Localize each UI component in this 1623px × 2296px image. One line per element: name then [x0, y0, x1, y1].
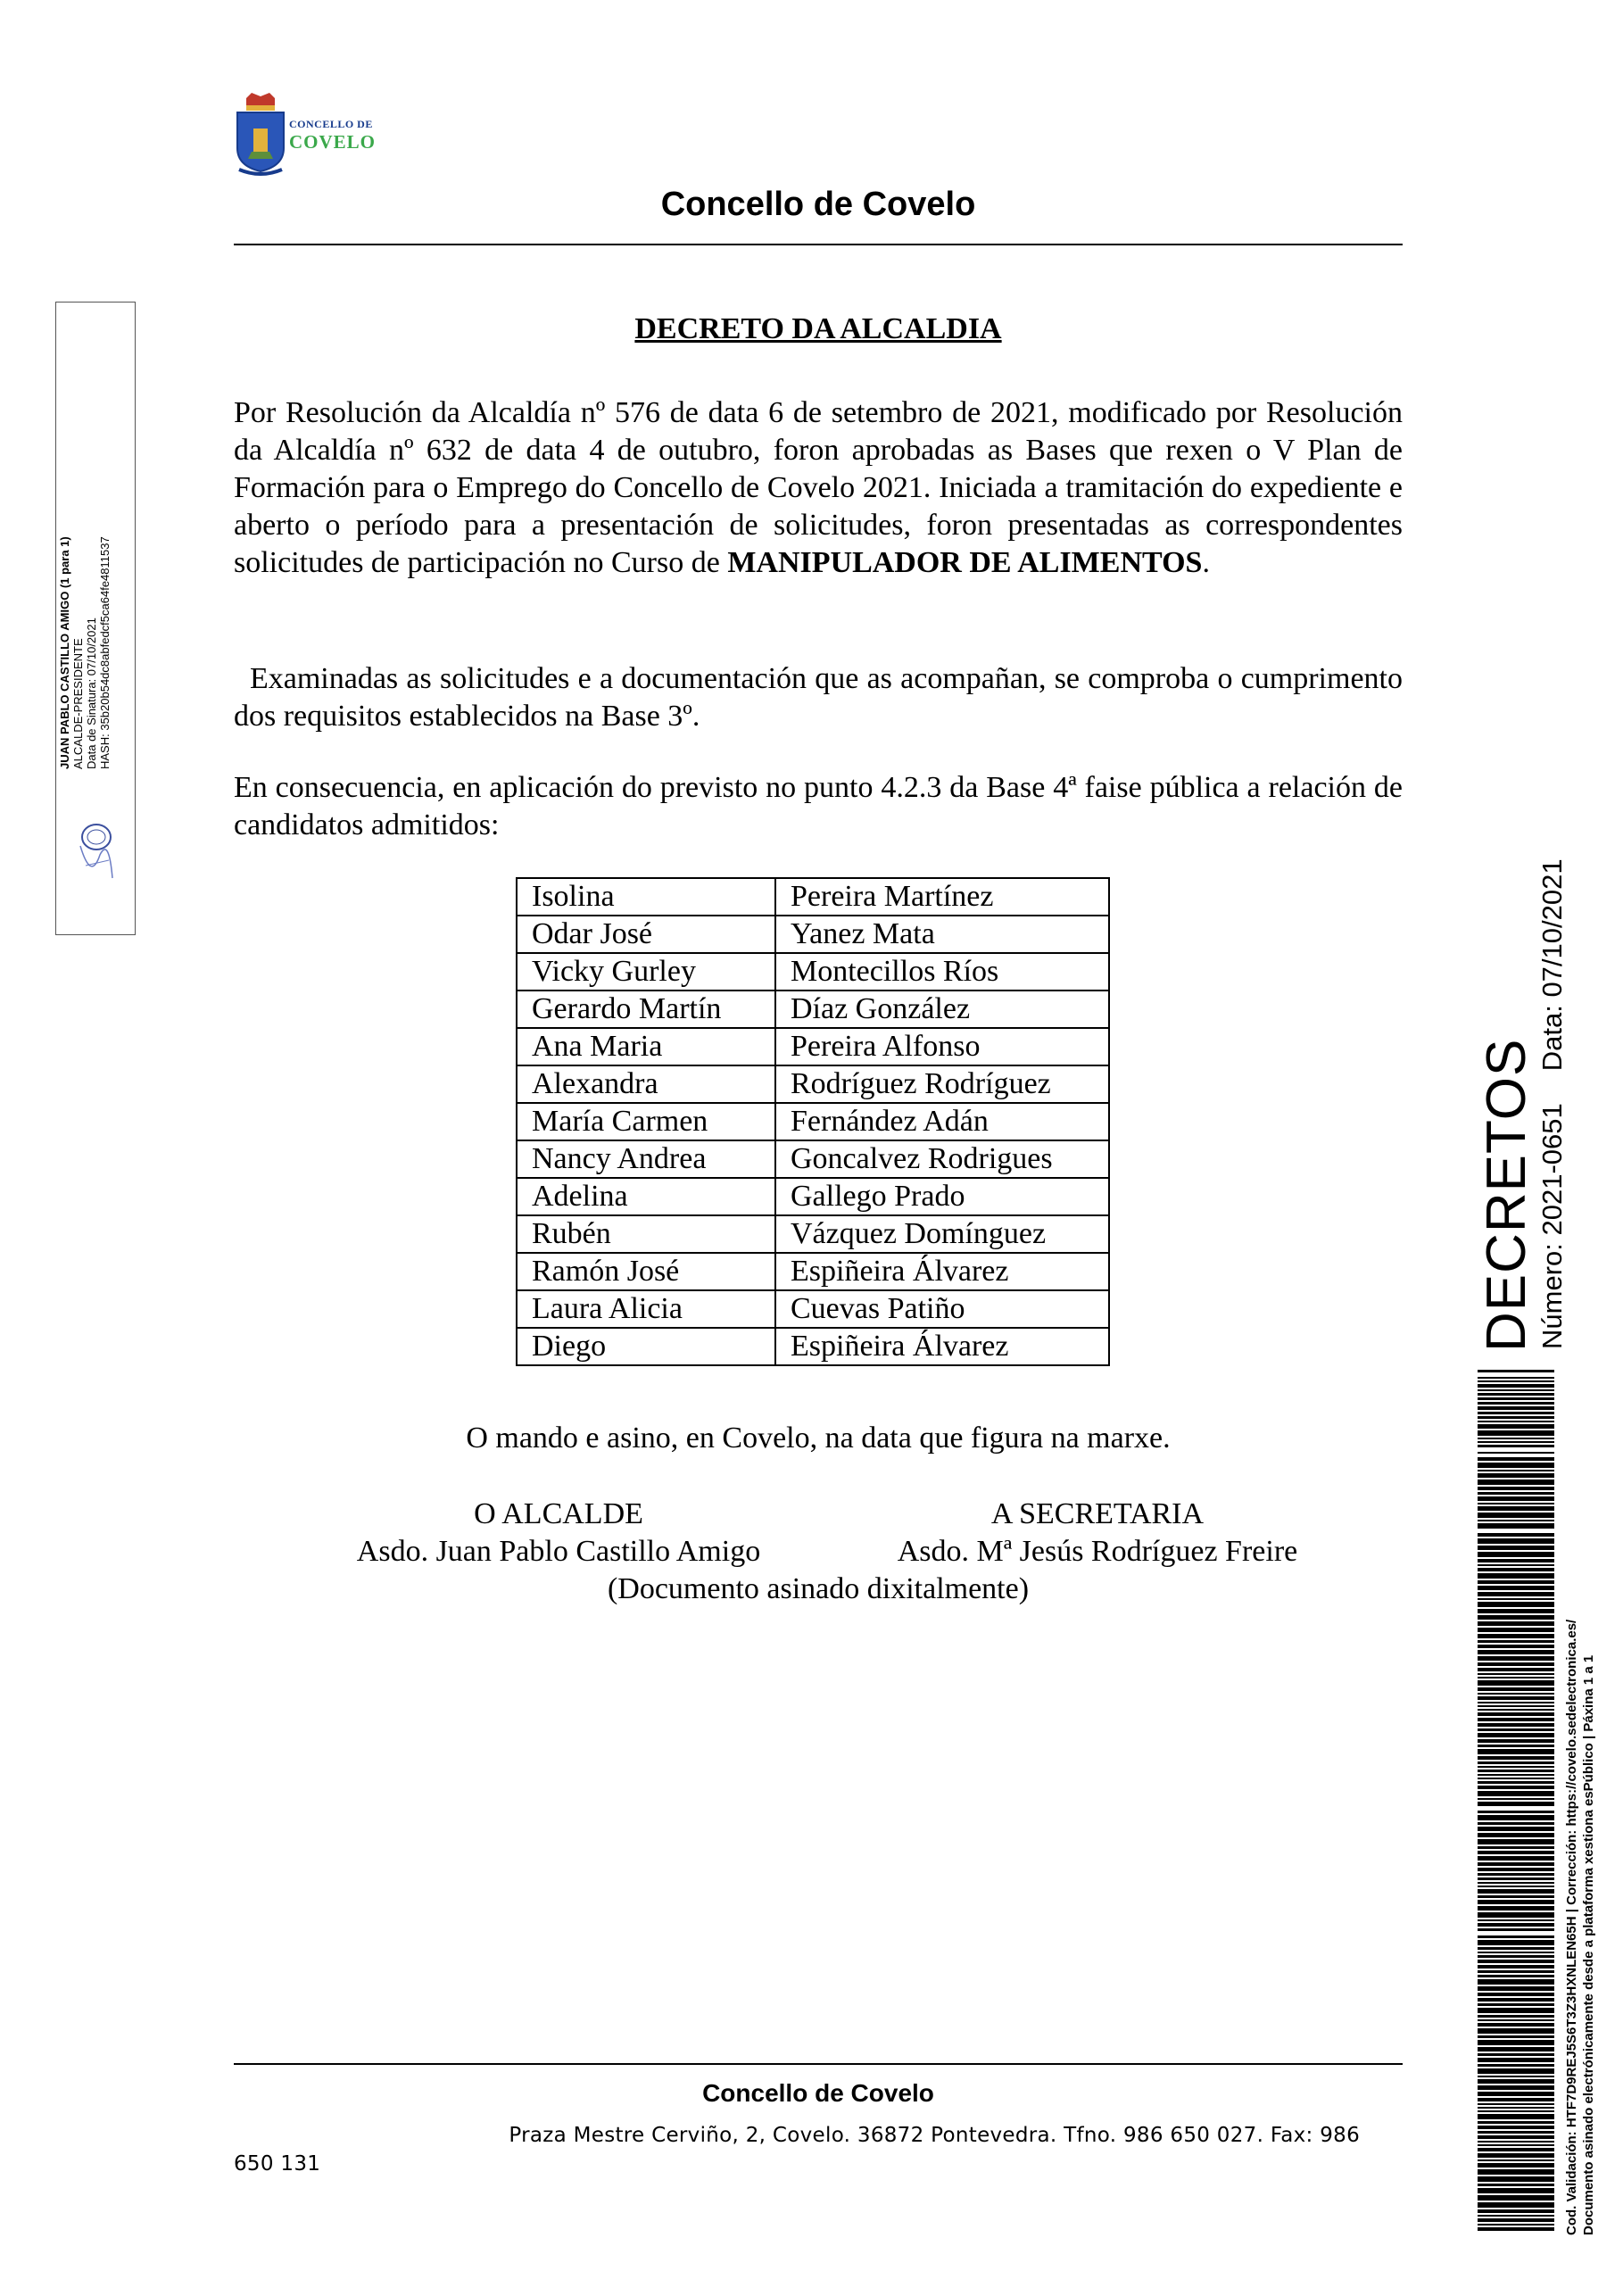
barcode-bar — [1478, 1993, 1554, 1996]
barcode-bar — [1478, 1718, 1554, 1721]
candidate-first-name: Diego — [517, 1328, 775, 1365]
barcode-bar — [1478, 1573, 1554, 1579]
candidate-row — [517, 1178, 1109, 1215]
concello-logo — [234, 93, 385, 182]
barcode-bar — [1478, 1815, 1554, 1820]
barcode-bar — [1478, 1952, 1554, 1953]
candidate-surname: Rodríguez Rodríguez — [775, 1065, 1109, 1103]
barcode-bar — [1478, 2098, 1554, 2101]
barcode-bar — [1478, 2176, 1554, 2182]
barcode-bar — [1478, 1487, 1554, 1490]
barcode-bar — [1478, 1680, 1554, 1686]
candidate-first-name: Odar José — [517, 916, 775, 953]
barcode-bar — [1478, 1441, 1554, 1443]
barcode-bar — [1478, 1693, 1554, 1695]
barcode-bar — [1478, 2169, 1554, 2175]
candidate-surname: Vázquez Domínguez — [775, 1215, 1109, 1253]
barcode-bar — [1478, 2047, 1554, 2051]
barcode-bar — [1478, 1580, 1554, 1584]
validation-text — [1563, 1620, 1597, 2235]
barcode-bar — [1478, 2058, 1554, 2062]
barcode-bar — [1478, 1602, 1554, 1607]
barcode-bar — [1478, 1496, 1554, 1501]
barcode-bar — [1478, 1538, 1554, 1544]
barcode-bar — [1478, 1745, 1554, 1747]
paragraph-1-end: . — [1202, 546, 1210, 579]
signature-info — [58, 475, 112, 769]
paragraph-2: Examinadas as solicitudes e a documentación que as acompañan, se comproba o cumprimento dos requisitos establecidos na Base 3º. — [234, 662, 1403, 733]
candidate-first-name: Nancy Andrea — [517, 1140, 775, 1178]
barcode-bar — [1478, 2019, 1554, 2021]
candidate-row — [517, 1065, 1109, 1103]
barcode-bar — [1478, 2148, 1554, 2151]
barcode-bar — [1478, 1998, 1554, 2002]
candidate-row — [517, 878, 1109, 916]
barcode-bar — [1478, 2218, 1554, 2222]
seal-icon — [73, 819, 120, 882]
barcode-bar — [1478, 1761, 1554, 1764]
header-divider — [234, 244, 1403, 245]
barcode-bar — [1478, 1940, 1554, 1945]
candidate-row — [517, 991, 1109, 1028]
barcode-bar — [1478, 1856, 1554, 1861]
barcode-bar — [1478, 1650, 1554, 1654]
barcode-bar — [1478, 2064, 1554, 2067]
candidate-surname: Pereira Martínez — [775, 878, 1109, 916]
barcode-bar — [1478, 2153, 1554, 2158]
candidate-first-name: Gerardo Martín — [517, 991, 775, 1028]
barcode-bar — [1478, 1923, 1554, 1927]
barcode-bar — [1478, 2224, 1554, 2226]
barcode-bar — [1478, 1798, 1554, 1800]
logo-line1: CONCELLO DE — [289, 118, 373, 130]
barcode-bar — [1478, 1822, 1554, 1825]
candidate-row — [517, 1253, 1109, 1290]
validation-line2: Documento asinado electrónicamente desde a plataforma xestiona esPúblico | Páxina 1 a 1 — [1581, 1654, 1596, 2235]
barcode-bar — [1478, 1506, 1554, 1511]
barcode-bar — [1478, 1811, 1554, 1813]
barcode-bar — [1478, 1445, 1554, 1447]
paragraph-3: En consecuencia, en aplicación do previsto no punto 4.2.3 da Base 4ª faise pública a relación de candidatos admitidos: — [234, 771, 1403, 841]
barcode-bar — [1478, 2159, 1554, 2161]
barcode-bar — [1478, 1438, 1554, 1439]
barcode-bar — [1478, 1786, 1554, 1789]
closing-text: O mando e asino, en Covelo, na data que figura na marxe. — [466, 1422, 1171, 1455]
coat-of-arms-icon — [234, 93, 287, 178]
barcode-bar — [1478, 1609, 1554, 1613]
barcode-bar — [1478, 1928, 1554, 1931]
candidate-surname: Gallego Prado — [775, 1178, 1109, 1215]
barcode-bar — [1478, 1424, 1554, 1429]
barcode-bar — [1478, 2103, 1554, 2105]
barcode-bar — [1478, 1645, 1554, 1648]
barcode-bar — [1478, 1912, 1554, 1918]
barcode-bar — [1478, 1662, 1554, 1666]
barcode-bar — [1478, 2126, 1554, 2129]
barcode-bar — [1478, 1377, 1554, 1379]
candidate-surname: Pereira Alfonso — [775, 1028, 1109, 1065]
barcode-bar — [1478, 1749, 1554, 1754]
barcode-bar — [1478, 1728, 1554, 1731]
barcode-icon — [1478, 1370, 1554, 2231]
barcode-bar — [1478, 1877, 1554, 1880]
barcode-bar — [1478, 1412, 1554, 1414]
barcode-bar — [1478, 2184, 1554, 2186]
barcode-bar — [1478, 1723, 1554, 1727]
candidate-first-name: Ramón José — [517, 1253, 775, 1290]
barcode-bar — [1478, 2092, 1554, 2096]
barcode-bar — [1478, 1615, 1554, 1620]
barcode-bar — [1478, 1960, 1554, 1963]
barcode-bar — [1478, 1430, 1554, 1436]
barcode-bar — [1478, 1598, 1554, 1600]
barcode-bar — [1478, 1895, 1554, 1898]
barcode-bar — [1478, 1733, 1554, 1737]
barcode-bar — [1478, 1628, 1554, 1632]
barcode-bar — [1478, 1702, 1554, 1703]
course-name: MANIPULADOR DE ALIMENTOS — [727, 546, 1203, 579]
barcode-bar — [1478, 1621, 1554, 1626]
barcode-bar — [1478, 1739, 1554, 1743]
barcode-bar — [1478, 2053, 1554, 2056]
mayor-title: O ALCALDE — [474, 1497, 643, 1530]
barcode-bar — [1478, 1564, 1554, 1566]
barcode-bar — [1478, 1886, 1554, 1887]
barcode-bar — [1478, 2008, 1554, 2013]
barcode-bar — [1478, 1513, 1554, 1518]
candidate-row — [517, 1028, 1109, 1065]
barcode-bar — [1478, 1712, 1554, 1716]
barcode-bar — [1478, 2079, 1554, 2084]
barcode-bar — [1478, 2135, 1554, 2139]
barcode-bar — [1478, 1370, 1554, 1372]
barcode-bar — [1478, 2015, 1554, 2018]
barcode-bar — [1478, 1677, 1554, 1678]
barcode-bar — [1478, 2110, 1554, 2112]
barcode-bar — [1478, 1673, 1554, 1675]
logo-line2: COVELO — [289, 131, 377, 153]
barcode-bar — [1478, 2215, 1554, 2217]
barcode-bar — [1478, 1397, 1554, 1400]
candidate-row — [517, 916, 1109, 953]
barcode-bar — [1478, 2085, 1554, 2090]
barcode-bar — [1478, 2209, 1554, 2213]
barcode-bar — [1478, 1766, 1554, 1768]
candidate-first-name: María Carmen — [517, 1103, 775, 1140]
paragraph-1 — [234, 394, 1403, 582]
barcode-bar — [1478, 2107, 1554, 2109]
barcode-bar — [1478, 1470, 1554, 1471]
candidate-row — [517, 1103, 1109, 1140]
barcode-bar — [1478, 2195, 1554, 2201]
barcode-bar — [1478, 2035, 1554, 2038]
candidate-surname: Yanez Mata — [775, 916, 1109, 953]
barcode-bar — [1478, 2028, 1554, 2034]
barcode-bar — [1478, 1416, 1554, 1419]
barcode-bar — [1478, 1778, 1554, 1779]
candidate-row — [517, 1290, 1109, 1328]
barcode-bar — [1478, 1979, 1554, 1985]
decree-number-date — [1538, 858, 1567, 1349]
barcode-bar — [1478, 1503, 1554, 1504]
barcode-bar — [1478, 1523, 1554, 1529]
barcode-bar — [1478, 1889, 1554, 1894]
barcode-bar — [1478, 1965, 1554, 1969]
barcode-bar — [1478, 2040, 1554, 2045]
barcode-bar — [1478, 1705, 1554, 1707]
barcode-bar — [1478, 1380, 1554, 1382]
candidate-surname: Goncalvez Rodrigues — [775, 1140, 1109, 1178]
footer-title: Concello de Covelo — [702, 2079, 934, 2107]
barcode-bar — [1478, 1389, 1554, 1391]
decree-number: Número: 2021-0651 — [1536, 1103, 1568, 1349]
barcode-bar — [1478, 1791, 1554, 1796]
barcode-bar — [1478, 1406, 1554, 1410]
barcode-bar — [1478, 1970, 1554, 1973]
barcode-bar — [1478, 1696, 1554, 1700]
barcode-bar — [1478, 2121, 1554, 2124]
document-title: DECRETO DA ALCALDIA — [634, 312, 1002, 345]
barcode-bar — [1478, 1586, 1554, 1590]
barcode-bar — [1478, 1846, 1554, 1849]
barcode-bar — [1478, 2202, 1554, 2208]
barcode-bar — [1478, 1552, 1554, 1557]
decree-date: Data: 07/10/2021 — [1536, 858, 1568, 1072]
secretary-name: Asdo. Mª Jesús Rodríguez Freire — [897, 1535, 1298, 1568]
barcode-bar — [1478, 1480, 1554, 1485]
footer-divider — [234, 2063, 1403, 2065]
candidate-first-name: Adelina — [517, 1178, 775, 1215]
barcode-bar — [1478, 1862, 1554, 1866]
barcode-bar — [1478, 1802, 1554, 1806]
candidate-row — [517, 1140, 1109, 1178]
candidate-first-name: Rubén — [517, 1215, 775, 1253]
candidate-surname: Díaz González — [775, 991, 1109, 1028]
candidate-first-name: Ana Maria — [517, 1028, 775, 1065]
barcode-bar — [1478, 1919, 1554, 1921]
barcode-bar — [1478, 1774, 1554, 1776]
signature-date: Data de Sinatura: 07/10/2021 — [85, 618, 98, 769]
barcode-bar — [1478, 1393, 1554, 1396]
footer-address-cont: 650 131 — [234, 2152, 321, 2176]
candidates-table — [516, 877, 1110, 1366]
candidate-row — [517, 1328, 1109, 1365]
signature-note: (Documento asinado dixitalmente) — [607, 1572, 1030, 1605]
barcode-bar — [1478, 1851, 1554, 1854]
decretos-label: DECRETOS — [1476, 1038, 1537, 1352]
barcode-bar — [1478, 2144, 1554, 2146]
barcode-bar — [1478, 1402, 1554, 1405]
barcode-bar — [1478, 1546, 1554, 1550]
barcode-bar — [1478, 1839, 1554, 1844]
candidate-first-name: Laura Alicia — [517, 1290, 775, 1328]
candidate-surname: Fernández Adán — [775, 1103, 1109, 1140]
barcode-bar — [1478, 1592, 1554, 1596]
barcode-bar — [1478, 2023, 1554, 2027]
signature-name: JUAN PABLO CASTILLO AMIGO (1 para 1) — [58, 536, 71, 769]
header-title: Concello de Covelo — [660, 186, 976, 223]
barcode-bar — [1478, 1452, 1554, 1454]
barcode-bar — [1478, 1770, 1554, 1772]
barcode-bar — [1478, 1492, 1554, 1495]
barcode-bar — [1478, 1955, 1554, 1958]
barcode-bar — [1478, 1473, 1554, 1478]
barcode-bar — [1478, 1463, 1554, 1468]
candidate-row — [517, 1215, 1109, 1253]
barcode-bar — [1478, 2188, 1554, 2193]
barcode-bar — [1478, 1656, 1554, 1661]
barcode-bar — [1478, 2114, 1554, 2119]
barcode-bar — [1478, 1668, 1554, 1671]
barcode-bar — [1478, 1833, 1554, 1837]
barcode-bar — [1478, 1900, 1554, 1904]
validation-line1: Cod. Validación: HTF7D9REJ5S6T3Z3HXNLEN65H | Corrección: https://covelo.sedelectronica.es/ — [1564, 1619, 1579, 2235]
barcode-bar — [1478, 2068, 1554, 2074]
candidate-surname: Espiñeira Álvarez — [775, 1253, 1109, 1290]
candidate-surname: Espiñeira Álvarez — [775, 1328, 1109, 1365]
signature-hash: HASH: 35b20b54dc8abfedcf5ca64fe4811537 — [98, 536, 112, 769]
barcode-bar — [1478, 1975, 1554, 1977]
barcode-bar — [1478, 1868, 1554, 1871]
footer-address: Praza Mestre Cerviño, 2, Covelo. 36872 Pontevedra. Tfno. 986 650 027. Fax: 986 — [509, 2124, 1360, 2147]
candidate-surname: Montecillos Ríos — [775, 953, 1109, 991]
barcode-bar — [1478, 2227, 1554, 2231]
barcode-bar — [1478, 1634, 1554, 1638]
barcode-bar — [1478, 1640, 1554, 1643]
barcode-bar — [1478, 1421, 1554, 1422]
candidate-row — [517, 953, 1109, 991]
barcode-bar — [1478, 1568, 1554, 1571]
barcode-bar — [1478, 1882, 1554, 1884]
barcode-bar — [1478, 2163, 1554, 2168]
barcode-bar — [1478, 1687, 1554, 1691]
candidate-first-name: Isolina — [517, 878, 775, 916]
barcode-bar — [1478, 1827, 1554, 1831]
mayor-name: Asdo. Juan Pablo Castillo Amigo — [356, 1535, 761, 1568]
barcode-bar — [1478, 2076, 1554, 2077]
barcode-bar — [1478, 1986, 1554, 1991]
barcode-bar — [1478, 1781, 1554, 1784]
barcode-bar — [1478, 1756, 1554, 1760]
candidate-surname: Cuevas Patiño — [775, 1290, 1109, 1328]
paragraph-1-text: Por Resolución da Alcaldía nº 576 de data 6 de setembro de 2021, modificado por Resolución da Alcaldía nº 632 de data 4 de outubro, foron aprobadas as Bases que rexen o V Plan de Formación para o Emprego do Concello de Covelo 2021. Iniciada a tramitación do expediente e aberto o período para a presentación de solicitudes, foron presentadas as correspondentes solicitudes de participación no Curso de — [234, 396, 1403, 579]
candidate-first-name: Vicky Gurley — [517, 953, 775, 991]
barcode-bar — [1478, 2003, 1554, 2006]
barcode-bar — [1478, 1457, 1554, 1461]
barcode-bar — [1478, 1873, 1554, 1876]
barcode-bar — [1478, 1906, 1554, 1911]
barcode-bar — [1478, 1384, 1554, 1388]
barcode-bar — [1478, 2141, 1554, 2143]
barcode-bar — [1478, 1520, 1554, 1521]
signature-role: ALCALDE-PRESIDENTE — [71, 638, 85, 769]
candidate-first-name: Alexandra — [517, 1065, 775, 1103]
barcode-bar — [1478, 1709, 1554, 1711]
barcode-bar — [1478, 1559, 1554, 1562]
barcode-bar — [1478, 1935, 1554, 1938]
barcode-bar — [1478, 1533, 1554, 1537]
barcode-bar — [1478, 1947, 1554, 1950]
barcode-bar — [1478, 2131, 1554, 2134]
secretary-title: A SECRETARIA — [990, 1497, 1205, 1530]
